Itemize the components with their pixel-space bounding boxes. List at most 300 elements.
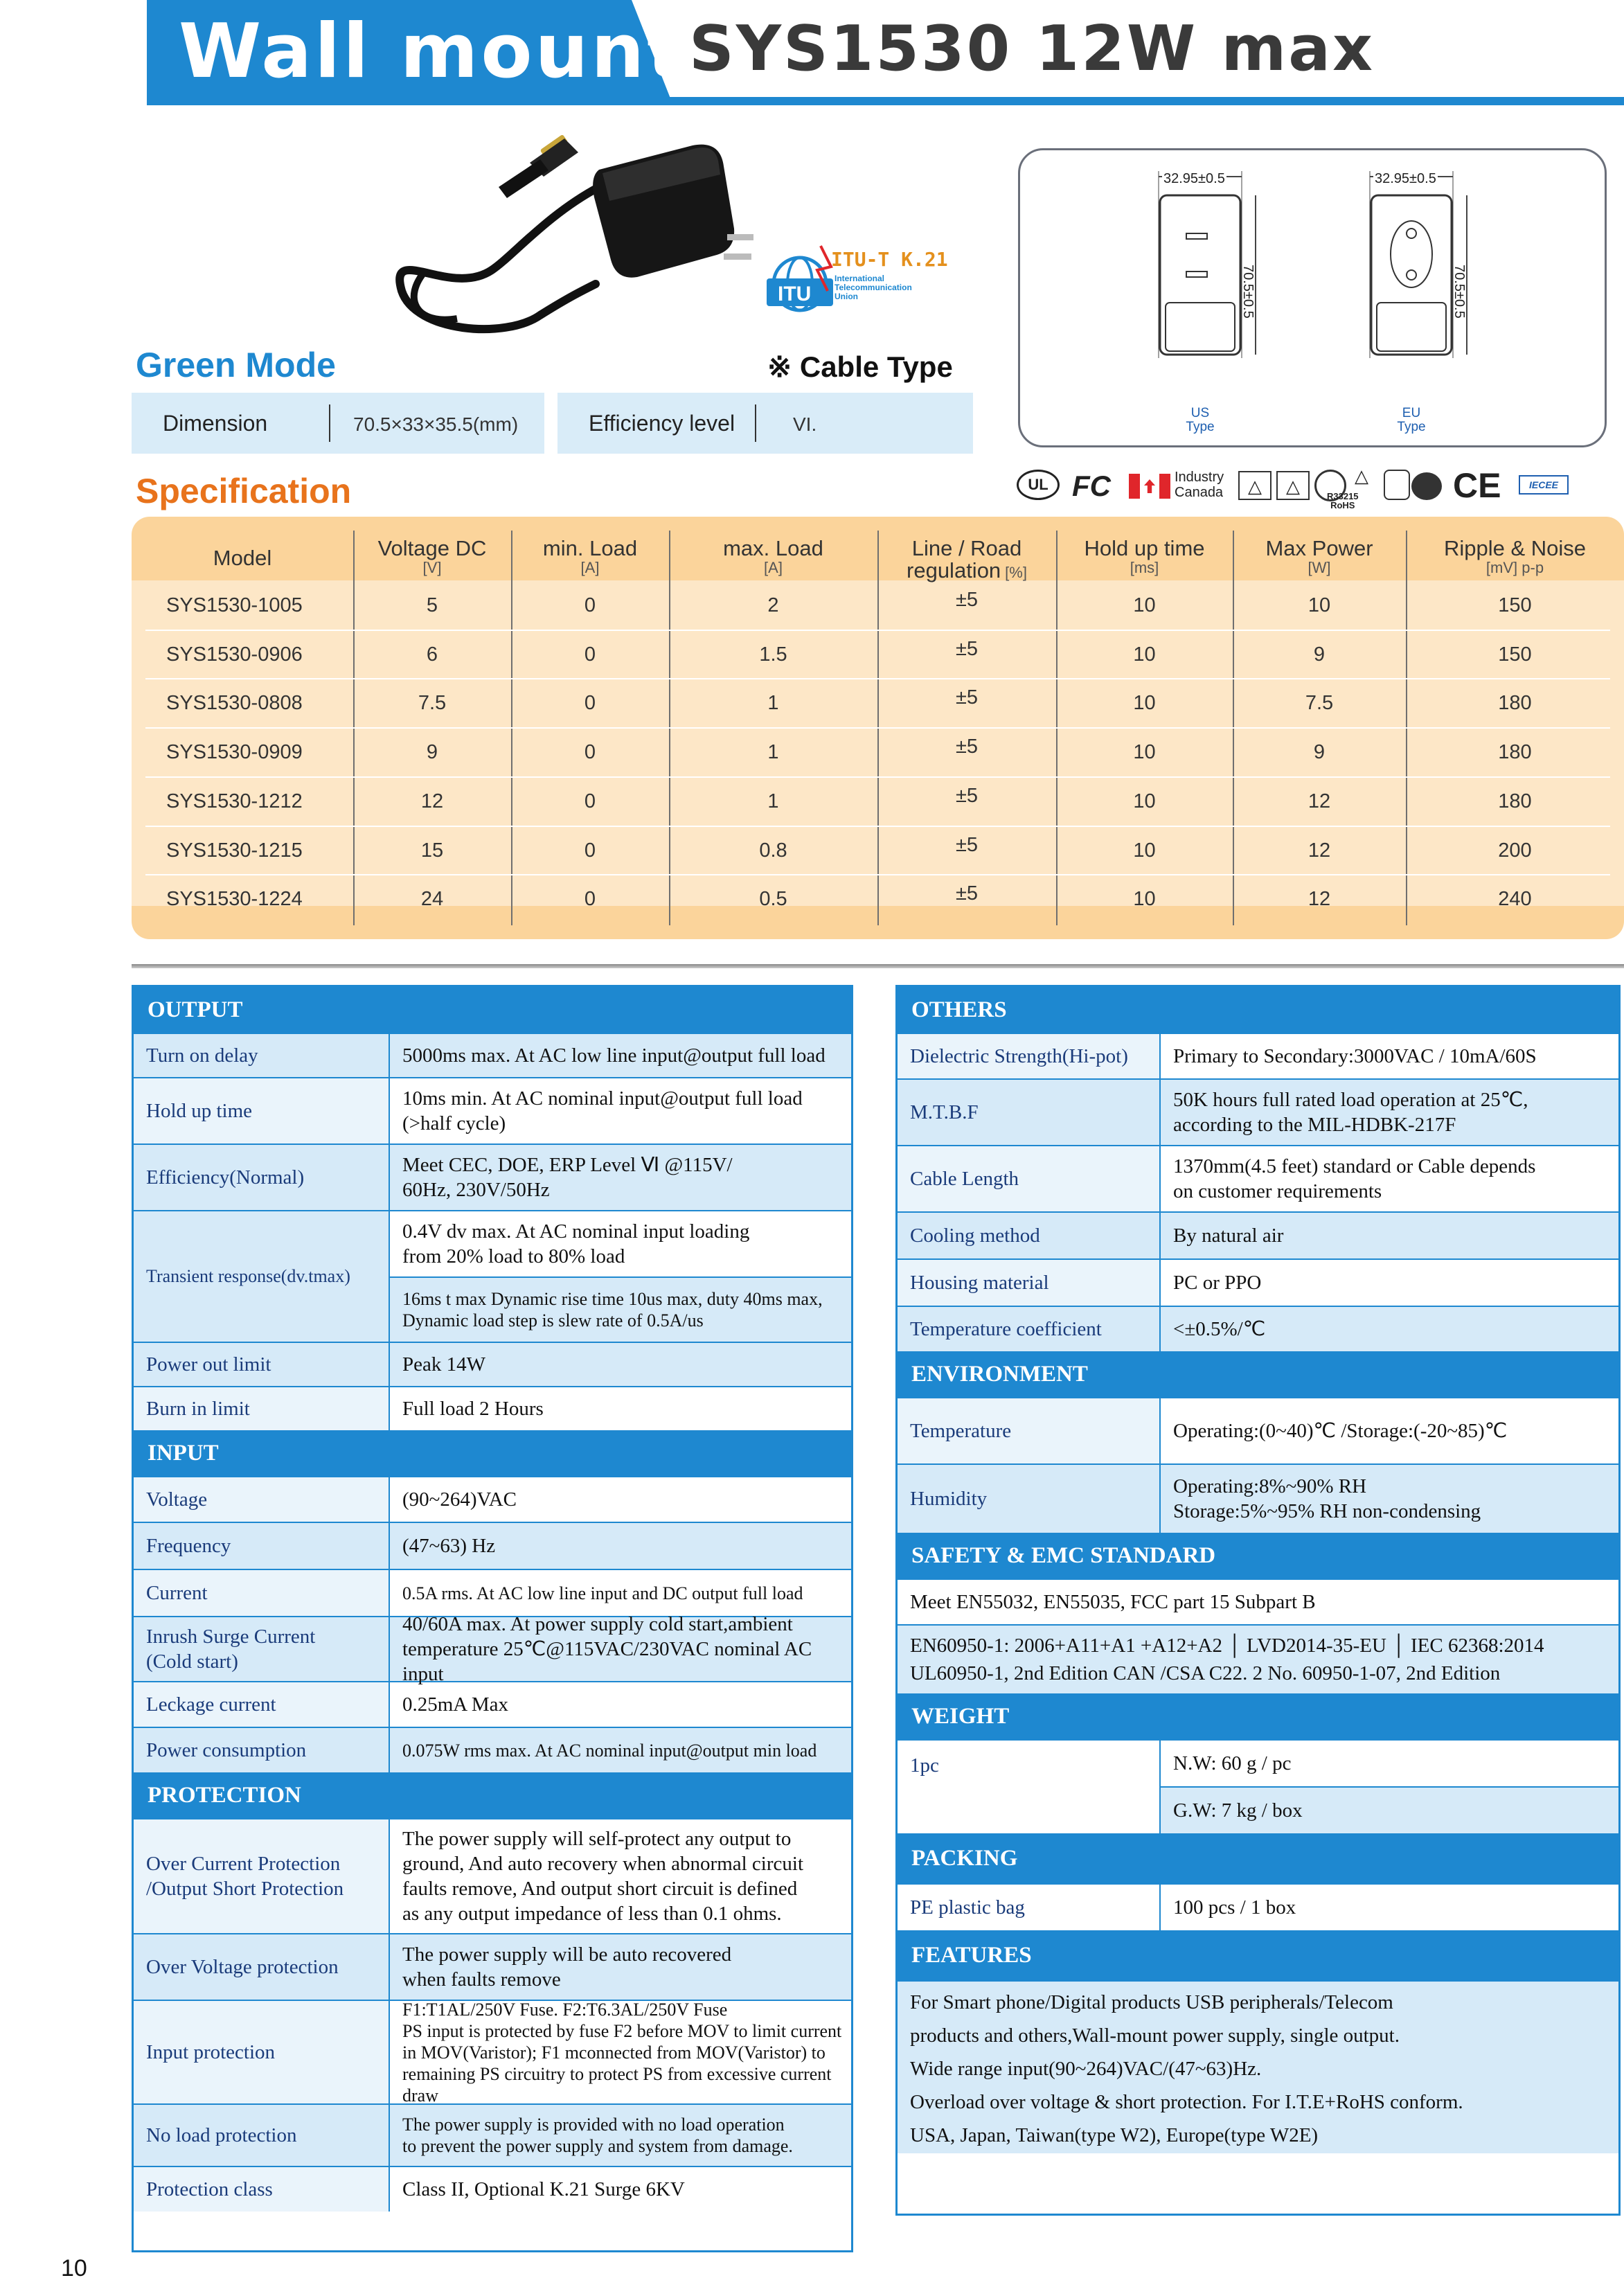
us-height-dim: 70.5±0.5 (1240, 265, 1256, 319)
spec-value-line: to prevent the power supply and system from damage. (402, 2136, 793, 2156)
spec-cell: ±5 (955, 637, 979, 660)
spec-value (1161, 1213, 1618, 1258)
spec-cell: ±5 (955, 686, 979, 709)
spec-key-text: Input protection (146, 2041, 276, 2063)
spec-value (390, 1078, 851, 1143)
spec-key (134, 1343, 390, 1386)
spec-key (898, 1080, 1161, 1145)
output-section-header: OUTPUT (134, 987, 851, 1033)
spec-value-line: PC or PPO (1173, 1272, 1262, 1294)
spec-value-line: temperature 25℃@115VAC/230VAC nominal AC input (402, 1638, 812, 1685)
spec-cell: 10 (1133, 888, 1156, 911)
spec-key (134, 2001, 390, 2103)
right-spec-panel (895, 985, 1621, 2216)
dimension-box (132, 393, 544, 454)
spec-grid (132, 517, 1624, 939)
spec-cell: ±5 (955, 736, 979, 758)
spec-value-line: 10ms min. At AC nominal input@output full load (402, 1087, 803, 1110)
spec-value (390, 2167, 851, 2212)
spec-key-text: Humidity (910, 1488, 988, 1510)
spec-key-text: Inrush Surge Current (146, 1626, 316, 1648)
spec-value-line: (>half cycle) (402, 1112, 506, 1134)
spec-key (134, 1034, 390, 1077)
eu-height-dim: 70.5±0.5 (1452, 265, 1467, 319)
spec-value (390, 1276, 851, 1342)
packing-value: 100 pcs / 1 box (1173, 1896, 1296, 1919)
spec-value-line: 1370mm(4.5 feet) standard or Cable depends (1173, 1155, 1536, 1177)
spec-value-line: Dynamic load step is slew rate of 0.5A/us (402, 1310, 704, 1331)
spec-row (134, 1386, 851, 1430)
spec-row (134, 1143, 851, 1210)
spec-value-line: Meet CEC, DOE, ERP Level Ⅵ @115V/ (402, 1154, 733, 1176)
safety-line: UL60950-1, 2nd Edition CAN /CSA C22. 2 No. 60950-1-07, 2nd Edition (910, 1662, 1501, 1684)
spec-row (898, 1078, 1618, 1145)
spec-header-label: Line / Road (911, 536, 1022, 560)
spec-row (134, 1727, 851, 1772)
spec-value (390, 1211, 851, 1276)
spec-header-label: max. Load (723, 536, 823, 560)
spec-cell: 200 (1498, 839, 1532, 862)
spec-header-0 (132, 547, 353, 569)
spec-header-unit: [W] (1308, 559, 1331, 576)
spec-cell: 0 (584, 594, 596, 616)
spec-key (898, 1034, 1161, 1078)
cable-type-label: ※ Cable Type (767, 350, 953, 383)
spec-cell: 24 (420, 888, 444, 911)
spec-cell: 0.5 (759, 888, 787, 911)
spec-value-line: ground, And auto recovery when abnormal circuit (402, 1853, 804, 1875)
spec-cell: 180 (1498, 790, 1532, 812)
spec-value (1161, 1260, 1618, 1306)
spec-key (134, 1570, 390, 1616)
spec-value-line: (47~63) Hz (402, 1535, 496, 1557)
dimension-drawing (1018, 148, 1607, 447)
spec-value-line: By natural air (1173, 1225, 1284, 1247)
spec-header-unit: [V] (422, 559, 442, 576)
spec-model-cell: SYS1530-0909 (166, 741, 303, 764)
spec-header-label2: regulation (907, 558, 1001, 582)
spec-cell: 12 (1308, 790, 1331, 812)
weight-row (898, 1739, 1618, 1833)
spec-row (134, 1569, 851, 1616)
spec-value (390, 1523, 851, 1569)
spec-key (134, 1078, 390, 1143)
itu-logo-text: ITU (778, 283, 812, 305)
page-number: 10 (61, 2255, 87, 2281)
spec-row (134, 1342, 851, 1386)
spec-cell: 180 (1498, 692, 1532, 715)
spec-header-label: min. Load (542, 536, 638, 560)
spec-value (390, 2105, 851, 2166)
spec-cell: 15 (420, 839, 444, 862)
spec-value-line: The power supply will be auto recovered (402, 1943, 732, 1966)
etl-logo-icon (1411, 472, 1442, 500)
spec-value-line: from 20% load to 80% load (402, 1245, 625, 1267)
feature-line: For Smart phone/Digital products USB peripherals/Telecom (910, 1991, 1393, 2013)
spec-row (898, 1033, 1618, 1078)
spec-cell: 0 (584, 692, 596, 715)
row-divider (145, 874, 1610, 875)
spec-cell: 1 (767, 741, 779, 764)
spec-row (898, 1397, 1618, 1463)
gs-logo-icon (1384, 470, 1410, 500)
spec-row (134, 1681, 851, 1727)
spec-row (134, 1077, 851, 1143)
spec-header-label: Max Power (1265, 536, 1373, 560)
mark-triangle-icon: △ (1276, 471, 1310, 500)
spec-value (390, 1728, 851, 1772)
spec-value-line: remaining PS circuitry to protect PS from excessive current draw (402, 2063, 832, 2106)
spec-key-text: /Output Short Protection (146, 1878, 344, 1900)
spec-cell: 9 (426, 741, 438, 764)
spec-key (134, 2105, 390, 2166)
spec-value-line: in MOV(Varistor); F1 mconnected from MOV(Varistor) to (402, 2042, 826, 2063)
spec-key (134, 2167, 390, 2212)
spec-value (390, 1819, 851, 1933)
spec-header-3 (669, 537, 877, 576)
spec-key-text: Over Voltage protection (146, 1956, 339, 1978)
page-title: Wall mount (179, 8, 686, 95)
spec-value-line: 5000ms max. At AC low line input@output full load (402, 1044, 826, 1067)
spec-key-text: Leckage current (146, 1693, 276, 1716)
spec-header-unit: [%] (1005, 564, 1027, 581)
safety-row (898, 1578, 1618, 1624)
model-title: SYS1530 12W max (689, 12, 1375, 85)
spec-key-text: Frequency (146, 1535, 231, 1557)
spec-cell: 10 (1133, 839, 1156, 862)
spec-value-line: as any output impedance of less than 0.1 ohms. (402, 1903, 782, 1925)
spec-row (134, 1522, 851, 1569)
feature-line: products and others,Wall-mount power supply, single output. (910, 2024, 1400, 2047)
safety-line: EN60950-1: 2006+A11+A1 +A12+A2 │ LVD2014-35-EU │ IEC 62368:2014 (910, 1635, 1544, 1657)
spec-key (134, 1819, 390, 1933)
rohs-box-icon: △ (1355, 465, 1368, 486)
spec-value-line: 0.4V dv max. At AC nominal input loading (402, 1220, 750, 1243)
spec-cell: 10 (1133, 643, 1156, 666)
safety-row (898, 1624, 1618, 1693)
spec-cell: 1 (767, 692, 779, 715)
row-divider (145, 727, 1610, 729)
canada-flag-icon (1129, 474, 1170, 499)
weight-gross: G.W: 7 kg / box (1161, 1786, 1618, 1833)
spec-value (390, 1934, 851, 2000)
spec-model-cell: SYS1530-1215 (166, 839, 303, 862)
row-divider (145, 776, 1610, 778)
spec-value (1161, 1080, 1618, 1145)
feature-line: USA, Japan, Taiwan(type W2), Europe(type W2E) (910, 2124, 1319, 2146)
spec-model-cell: SYS1530-0808 (166, 692, 303, 715)
environment-section-header: ENVIRONMENT (898, 1351, 1618, 1397)
spec-value-split (390, 1211, 851, 1342)
spec-cell: ±5 (955, 589, 979, 611)
spec-value-line: 0.075W rms max. At AC nominal input@output min load (402, 1740, 817, 1761)
spec-value-line: 50K hours full rated load operation at 25℃, (1173, 1089, 1528, 1111)
spec-cell: 150 (1498, 643, 1532, 666)
itu-k21-label: ITU-T K.21 (831, 248, 948, 271)
spec-header-7 (1406, 537, 1624, 576)
feature-line: Wide range input(90~264)VAC/(47~63)Hz. (910, 2058, 1262, 2080)
specification-heading: Specification (136, 472, 352, 510)
spec-key (898, 1465, 1161, 1533)
spec-value-line: Primary to Secondary:3000VAC / 10mA/60S (1173, 1045, 1537, 1067)
spec-value-line: 60Hz, 230V/50Hz (402, 1179, 550, 1201)
spec-cell: 180 (1498, 741, 1532, 764)
eu-width-dim: 32.95±0.5 (1375, 171, 1436, 186)
packing-section-header: PACKING (898, 1833, 1618, 1883)
spec-cell: ±5 (955, 784, 979, 807)
efficiency-box (557, 393, 973, 454)
spec-value-line: when faults remove (402, 1968, 561, 1991)
spec-cell: 2 (767, 594, 779, 616)
spec-row (134, 1999, 851, 2106)
spec-value (390, 1343, 851, 1386)
spec-cell: 240 (1498, 888, 1532, 911)
spec-key-text: Cable Length (910, 1168, 1019, 1190)
us-width-dim: 32.95±0.5 (1163, 171, 1225, 186)
spec-row (134, 1033, 851, 1077)
spec-header-6 (1233, 537, 1406, 576)
spec-cell: 9 (1313, 643, 1326, 666)
header-underline (623, 97, 1624, 105)
spec-cell: 0 (584, 741, 596, 764)
safety-text (898, 1626, 1618, 1693)
spec-key-text: Current (146, 1582, 208, 1604)
spec-key (898, 1260, 1161, 1306)
spec-key: Transient response(dv.tmax) (134, 1211, 390, 1342)
spec-key-text: Voltage (146, 1488, 208, 1511)
weight-net: N.W: 60 g / pc (1173, 1752, 1292, 1774)
row-divider (145, 678, 1610, 679)
spec-header-unit: [A] (764, 559, 783, 576)
spec-header-unit: [ms] (1130, 559, 1159, 576)
spec-value (390, 1145, 851, 1210)
left-spec-panel (132, 985, 853, 2252)
spec-key (134, 1617, 390, 1681)
spec-key-text: Dielectric Strength(Hi-pot) (910, 1045, 1128, 1067)
itu-name: International Telecommunication Union (835, 274, 912, 301)
spec-row (898, 1211, 1618, 1258)
spec-cell: 9 (1313, 741, 1326, 764)
spec-cell: 0.8 (759, 839, 787, 862)
spec-value-line: F1:T1AL/250V Fuse. F2:T6.3AL/250V Fuse (402, 1999, 728, 2020)
spec-header-label: Hold up time (1084, 536, 1205, 560)
rohs-label: R33215 RoHS (1327, 491, 1359, 510)
protection-section-header: PROTECTION (134, 1772, 851, 1818)
spec-key-text: Temperature coefficient (910, 1318, 1102, 1340)
spec-header-label: Ripple & Noise (1443, 536, 1587, 560)
spec-key (898, 1307, 1161, 1351)
spec-header-2 (511, 537, 669, 576)
spec-key-text: Turn on delay (146, 1044, 258, 1067)
packing-row (898, 1883, 1618, 1930)
spec-row (134, 1613, 851, 1685)
spec-cell: 0 (584, 839, 596, 862)
spec-cell: 7.5 (418, 692, 447, 715)
weight-section-header: WEIGHT (898, 1693, 1618, 1739)
input-section-header: INPUT (134, 1430, 851, 1476)
spec-value (390, 1999, 851, 2106)
efficiency-value: VI. (793, 413, 817, 435)
adapter-product-image (374, 132, 762, 374)
spec-value-line: The power supply will self-protect any output to (402, 1828, 792, 1850)
weight-key: 1pc (898, 1741, 1161, 1833)
spec-cell: ±5 (955, 882, 979, 905)
spec-header-4 (877, 537, 1056, 584)
spec-value-line: Storage:5%~95% RH non-condensing (1173, 1500, 1481, 1522)
spec-cell: ±5 (955, 833, 979, 856)
spec-value-line: on customer requirements (1173, 1180, 1382, 1202)
dimension-value: 70.5×33×35.5(mm) (353, 413, 519, 435)
divider (329, 404, 330, 442)
spec-row (134, 2166, 851, 2212)
eu-type-label: EU Type (1397, 406, 1426, 434)
spec-row (898, 1258, 1618, 1306)
spec-cell: 12 (1308, 888, 1331, 911)
spec-model-cell: SYS1530-1224 (166, 888, 303, 911)
spec-cell: 0 (584, 643, 596, 666)
spec-value (390, 1682, 851, 1727)
green-mode-heading: Green Mode (136, 346, 336, 384)
efficiency-label: Efficiency level (589, 411, 735, 436)
ul-logo: UL (1017, 470, 1060, 500)
spec-key (898, 1146, 1161, 1211)
spec-model-cell: SYS1530-0906 (166, 643, 303, 666)
spec-value (390, 1387, 851, 1430)
divider (755, 404, 756, 442)
spec-value-line: 40/60A max. At power supply cold start,ambient (402, 1613, 793, 1635)
spec-cell: 1.5 (759, 643, 787, 666)
spec-key-text: Over Current Protection (146, 1853, 341, 1875)
spec-value-line: Peak 14W (402, 1353, 485, 1376)
spec-model-cell: SYS1530-1212 (166, 790, 303, 812)
spec-key-text: Protection class (146, 2178, 273, 2200)
spec-header-unit: [A] (580, 559, 600, 576)
feature-line: Overload over voltage & short protection. For I.T.E+RoHS conform. (910, 2091, 1463, 2113)
spec-cell: 6 (426, 643, 438, 666)
spec-value-line: according to the MIL-HDBK-217F (1173, 1114, 1456, 1136)
spec-row (134, 1210, 851, 1342)
spec-value-line: 16ms t max Dynamic rise time 10us max, duty 40ms max, (402, 1289, 823, 1309)
spec-model-cell: SYS1530-1005 (166, 594, 303, 616)
spec-key (134, 1387, 390, 1430)
spec-row (898, 1463, 1618, 1533)
dimension-label: Dimension (163, 411, 268, 436)
spec-header-1 (353, 537, 511, 576)
spec-value-line: 0.5A rms. At AC low line input and DC output full load (402, 1583, 803, 1603)
iecee-logo: IECEE (1519, 475, 1569, 495)
spec-header-label: Model (213, 546, 272, 570)
spec-row (134, 1476, 851, 1522)
spec-value (390, 1477, 851, 1522)
itu-logo (765, 242, 973, 326)
ce-logo: CE (1453, 466, 1501, 505)
warning-triangle-icon: △ (1238, 471, 1271, 500)
spec-value-line: Operating:8%~90% RH (1173, 1475, 1367, 1497)
spec-key-text: Efficiency(Normal) (146, 1166, 305, 1189)
row-divider (145, 630, 1610, 631)
spec-value (390, 1613, 851, 1685)
spec-cell: 12 (420, 790, 444, 812)
spec-key (134, 1728, 390, 1772)
spec-cell: 10 (1133, 692, 1156, 715)
spec-value-line: Class II, Optional K.21 Surge 6KV (402, 2178, 685, 2200)
section-divider (132, 964, 1624, 968)
spec-cell: 7.5 (1305, 692, 1334, 715)
spec-row (134, 1933, 851, 2000)
spec-key (134, 1477, 390, 1522)
features-row (898, 1980, 1618, 2153)
spec-key (134, 1934, 390, 2000)
spec-key-text: Power consumption (146, 1739, 307, 1761)
spec-cell: 10 (1133, 594, 1156, 616)
spec-key-text: Housing material (910, 1272, 1049, 1294)
spec-row (898, 1306, 1618, 1351)
spec-key-text: (Cold start) (146, 1650, 238, 1673)
spec-value (390, 1034, 851, 1077)
spec-key-text: Cooling method (910, 1225, 1040, 1247)
spec-value-line: <±0.5%/℃ (1173, 1318, 1266, 1340)
spec-key (898, 1213, 1161, 1258)
features-section-header: FEATURES (898, 1930, 1618, 1980)
industry-canada-logo: Industry Canada (1175, 470, 1224, 500)
us-type-label: US Type (1186, 406, 1215, 434)
spec-key-text: M.T.B.F (910, 1101, 979, 1123)
spec-header-unit: [mV] p-p (1485, 559, 1544, 576)
spec-value-line: PS input is protected by fuse F2 before MOV to limit current (402, 2020, 842, 2041)
spec-row (134, 1818, 851, 1933)
spec-key-text: Power out limit (146, 1353, 271, 1376)
spec-cell: 0 (584, 888, 596, 911)
spec-value (1161, 1398, 1618, 1463)
spec-row (134, 2103, 851, 2166)
spec-value-line: The power supply is provided with no load operation (402, 2115, 785, 2135)
spec-key-text: Temperature (910, 1420, 1012, 1442)
spec-header-5 (1056, 537, 1233, 576)
spec-value-line: faults remove, And output short circuit is defined (402, 1878, 798, 1900)
safety-text: Meet EN55032, EN55035, FCC part 15 Subpart B (910, 1591, 1316, 1613)
spec-value-line: Full load 2 Hours (402, 1398, 544, 1420)
spec-value-line: (90~264)VAC (402, 1488, 517, 1511)
spec-value (390, 1570, 851, 1616)
spec-cell: 0 (584, 790, 596, 812)
weight-values (1161, 1741, 1618, 1833)
spec-value (1161, 1034, 1618, 1078)
spec-cell: 10 (1308, 594, 1331, 616)
features-text (898, 1982, 1618, 2153)
spec-key (898, 1398, 1161, 1463)
spec-cell: 5 (426, 594, 438, 616)
spec-value (1161, 1307, 1618, 1351)
row-divider (145, 826, 1610, 827)
spec-value-line: Operating:(0~40)℃ /Storage:(-20~85)℃ (1173, 1420, 1508, 1442)
others-section-header: OTHERS (898, 987, 1618, 1033)
spec-cell: 10 (1133, 790, 1156, 812)
fc-logo: FC (1072, 470, 1111, 502)
spec-key-text: Hold up time (146, 1100, 253, 1122)
spec-value (1161, 1465, 1618, 1533)
spec-key (134, 1145, 390, 1210)
spec-header-label: Voltage DC (377, 536, 487, 560)
spec-key-text: No load protection (146, 2124, 297, 2146)
spec-value-line: 0.25mA Max (402, 1693, 509, 1716)
spec-row (898, 1145, 1618, 1211)
spec-cell: 10 (1133, 741, 1156, 764)
spec-cell: 1 (767, 790, 779, 812)
spec-value (1161, 1146, 1618, 1211)
spec-cell: 12 (1308, 839, 1331, 862)
spec-cell: 150 (1498, 594, 1532, 616)
spec-key (134, 1682, 390, 1727)
